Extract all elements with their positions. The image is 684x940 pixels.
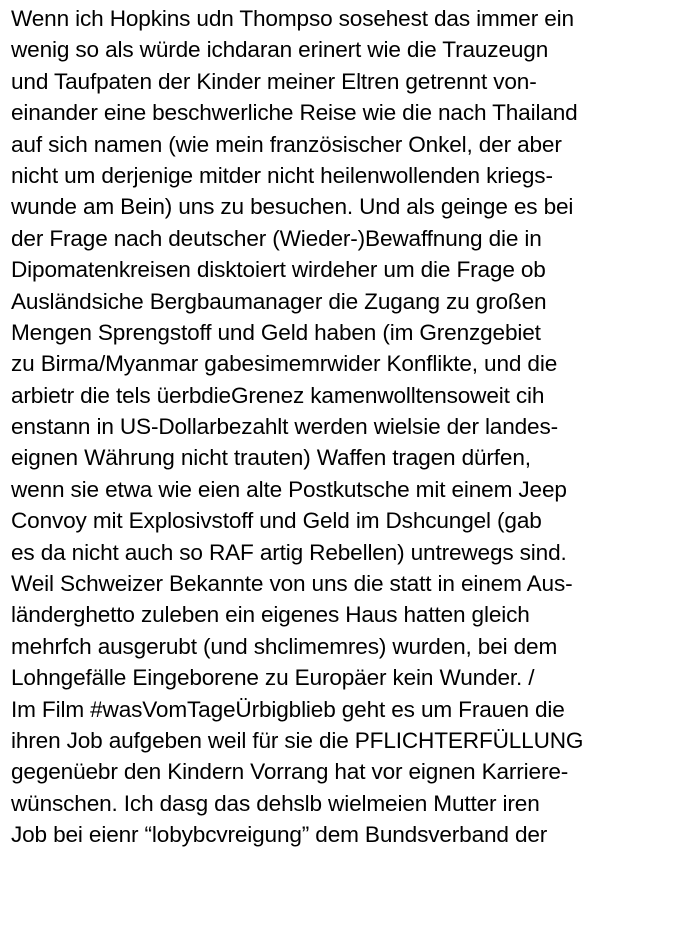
text-line: Ausländsiche Bergbaumanager die Zugang zu großen	[11, 288, 547, 314]
text-line: mehrfch ausgerubt (und shclimemres) wurden, bei dem	[11, 633, 558, 659]
text-line: Convoy mit Explosivstoff und Geld im Dshcungel (gab	[11, 508, 542, 534]
text-line: nicht um derjenige mitder nicht heilenwollenden kriegs-	[11, 162, 553, 188]
text-line: wunde am Bein) uns zu besuchen. Und als geinge es bei	[11, 194, 574, 220]
text-line: wenig so als würde ichdaran erinert wie die Trauzeugn	[11, 37, 549, 63]
text-line: Wenn ich Hopkins udn Thompso sosehest das immer ein	[11, 6, 574, 31]
text-line: zu Birma/Myanmar gabesimemrwider Konflikte, und die	[11, 351, 558, 377]
text-line: es da nicht auch so RAF artig Rebellen) untrewegs sind.	[11, 539, 567, 565]
text-line: und Taufpaten der Kinder meiner Eltren getrennt von-	[11, 68, 537, 94]
text-line: wünschen. Ich dasg das dehslb wielmeien Mutter iren	[11, 790, 540, 816]
text-line: Im Film #wasVomTageÜrbigblieb geht es um Frauen die	[11, 696, 565, 722]
text-line: Lohngefälle Eingeborene zu Europäer kein Wunder. /	[11, 665, 535, 691]
text-line: länderghetto zuleben ein eigenes Haus hatten gleich	[11, 602, 530, 628]
text-line: Dipomatenkreisen disktoiert wirdeher um die Frage ob	[11, 257, 546, 283]
text-line: auf sich namen (wie mein französischer Onkel, der aber	[11, 131, 562, 157]
text-line: einander eine beschwerliche Reise wie die nach Thailand	[11, 100, 578, 126]
text-line: Weil Schweizer Bekannte von uns die statt in einem Aus-	[11, 571, 573, 597]
text-line: arbietr die tels üerbdieGrenez kamenwolltensoweit cih	[11, 382, 545, 408]
body-text	[11, 3, 681, 851]
text-line: ihren Job aufgeben weil für sie die PFLICHTERFÜLLUNG	[11, 727, 584, 753]
text-line: enstann in US-Dollarbezahlt werden wielsie der landes-	[11, 414, 558, 440]
text-line: eignen Währung nicht trauten) Waffen tragen dürfen,	[11, 445, 531, 471]
text-line: Mengen Sprengstoff und Geld haben (im Grenzgebiet	[11, 319, 541, 345]
text-line: gegenüebr den Kindern Vorrang hat vor eignen Karriere-	[11, 759, 569, 785]
text-line: wenn sie etwa wie eien alte Postkutsche mit einem Jeep	[11, 476, 567, 502]
text-line: der Frage nach deutscher (Wieder-)Bewaffnung die in	[11, 225, 542, 251]
text-line: Job bei eienr “lobybcvreigung” dem Bundsverband der	[11, 822, 548, 848]
